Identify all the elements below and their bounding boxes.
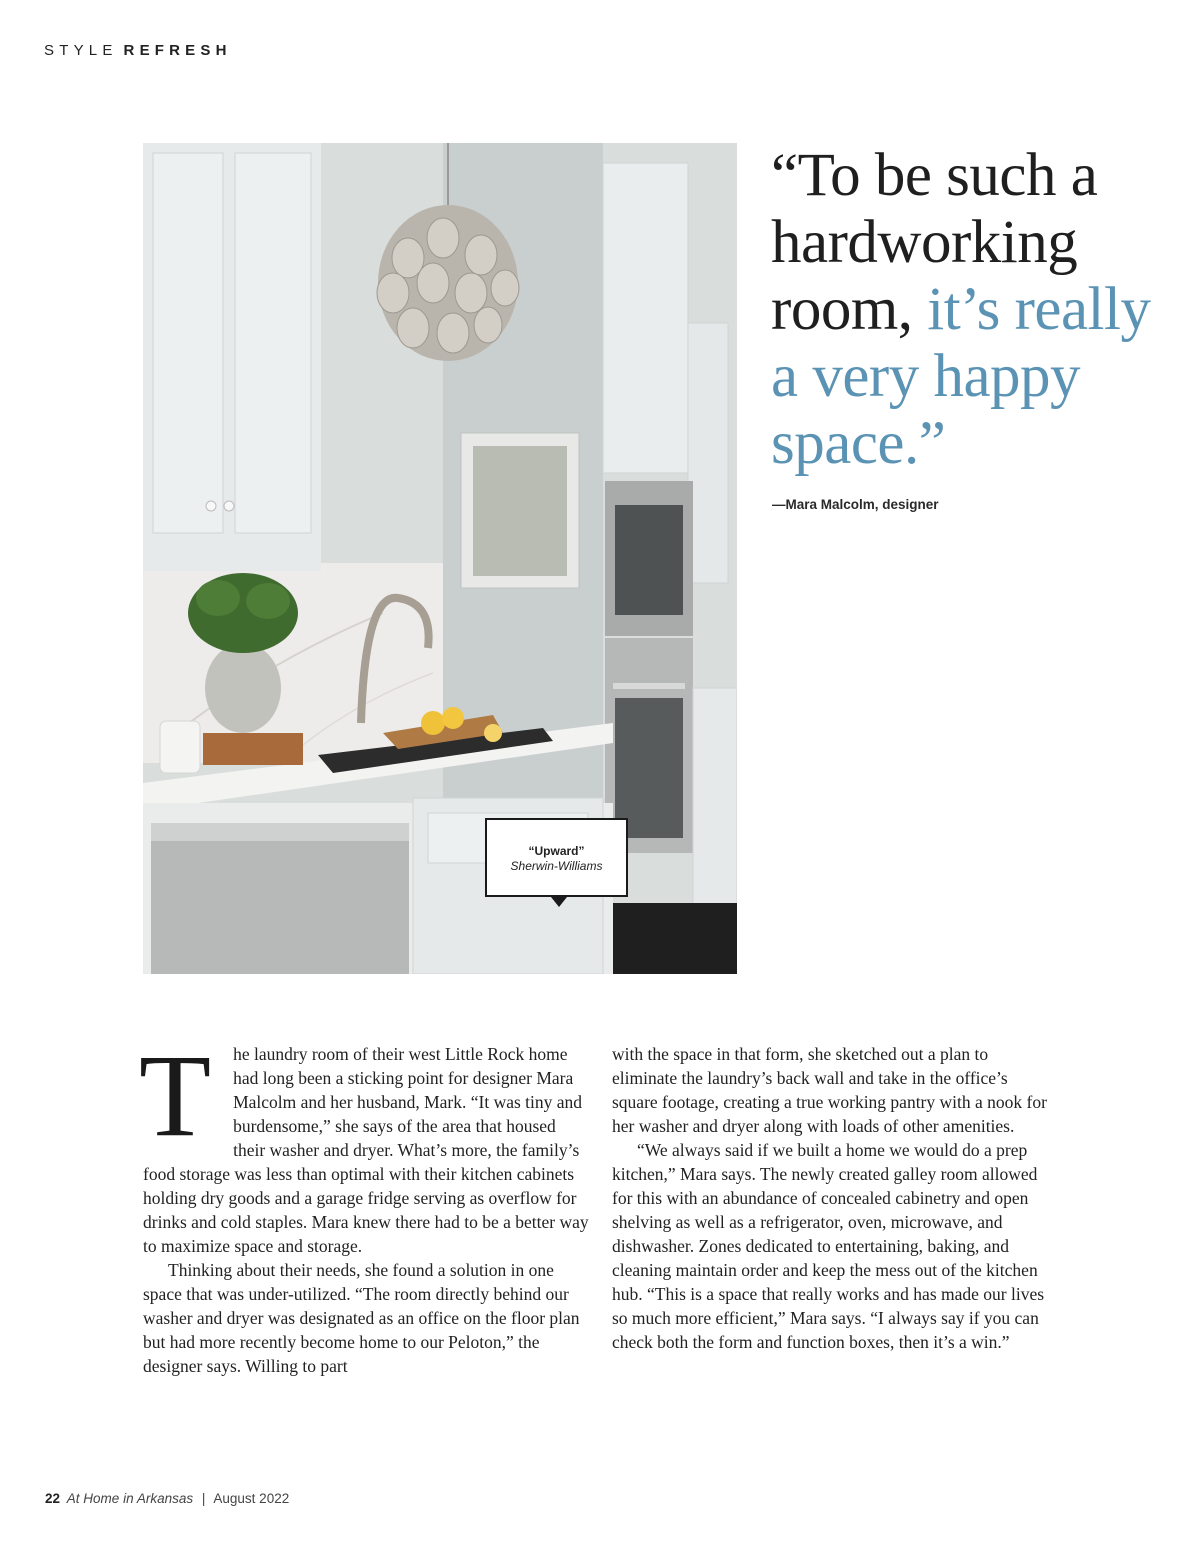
article-paragraph: “We always said if we built a home we would do a prep kitchen,” Mara says. The newly created galley room allowed for this with an abundance of concealed cabinetry and open shelving as well as a refrigerator, oven, microwave, and dishwasher. Zones dedicated to entertaining, baking, and cleaning maintain order and keep the mess out of the kitchen hub. “This is a space that really works and has made our lives so much more efficient,” Mara says. “I always say if you can check both the form and function boxes, then it’s a win.”	[612, 1140, 1045, 1352]
pull-quote	[771, 142, 1171, 477]
section-label-light: STYLE	[44, 42, 118, 59]
article-column-right	[612, 1042, 1057, 1354]
pull-quote-accent: it’s really a very happy space.”	[771, 276, 1151, 477]
article-paragraph: Thinking about their needs, she found a solution in one space that was under-utilized. “The room directly behind our washer and dryer was designated as an office on the floor plan but had more recently become home to our Peloton,” the designer says. Willing to part	[143, 1260, 580, 1376]
paragraph-text: he laundry room of their west Little Rock home had long been a sticking point for designer Mara Malcolm and her husband, Mark. “It was tiny and burdensome,” she says of the area that housed their washer and dryer. What’s more, the family’s food storage was less than optimal with their kitchen cabinets holding dry goods and a garage fridge serving as overflow for drinks and cold staples. Mara knew there had to be a better way to maximize space and storage.	[143, 1044, 589, 1256]
folio	[45, 1491, 289, 1506]
section-label	[44, 42, 232, 59]
issue-date: August 2022	[213, 1491, 290, 1506]
article-paragraph: with the space in that form, she sketched out a plan to eliminate the laundry’s back wall and take in the office’s square footage, creating a true working pantry with a nook for her washer and dryer along with loads of other amenities.	[612, 1044, 1047, 1136]
drop-cap: T	[139, 1030, 212, 1161]
paint-color-brand: Sherwin-Williams	[510, 859, 603, 873]
paint-color-tag	[485, 818, 628, 897]
article-column-left	[139, 1030, 589, 1378]
pull-quote-attribution: —Mara Malcolm, designer	[772, 497, 939, 512]
tag-pointer-icon	[551, 897, 567, 907]
pull-quote-dark: “To be such a hardworking room,	[771, 142, 1098, 343]
magazine-title: At Home in Arkansas	[66, 1491, 194, 1506]
page-number: 22	[45, 1491, 61, 1506]
article-paragraph	[139, 1030, 589, 1258]
folio-separator: |	[201, 1491, 206, 1506]
kitchen-photo	[143, 143, 737, 974]
paint-color-name: “Upward”	[528, 844, 585, 858]
section-label-bold: REFRESH	[123, 42, 232, 59]
